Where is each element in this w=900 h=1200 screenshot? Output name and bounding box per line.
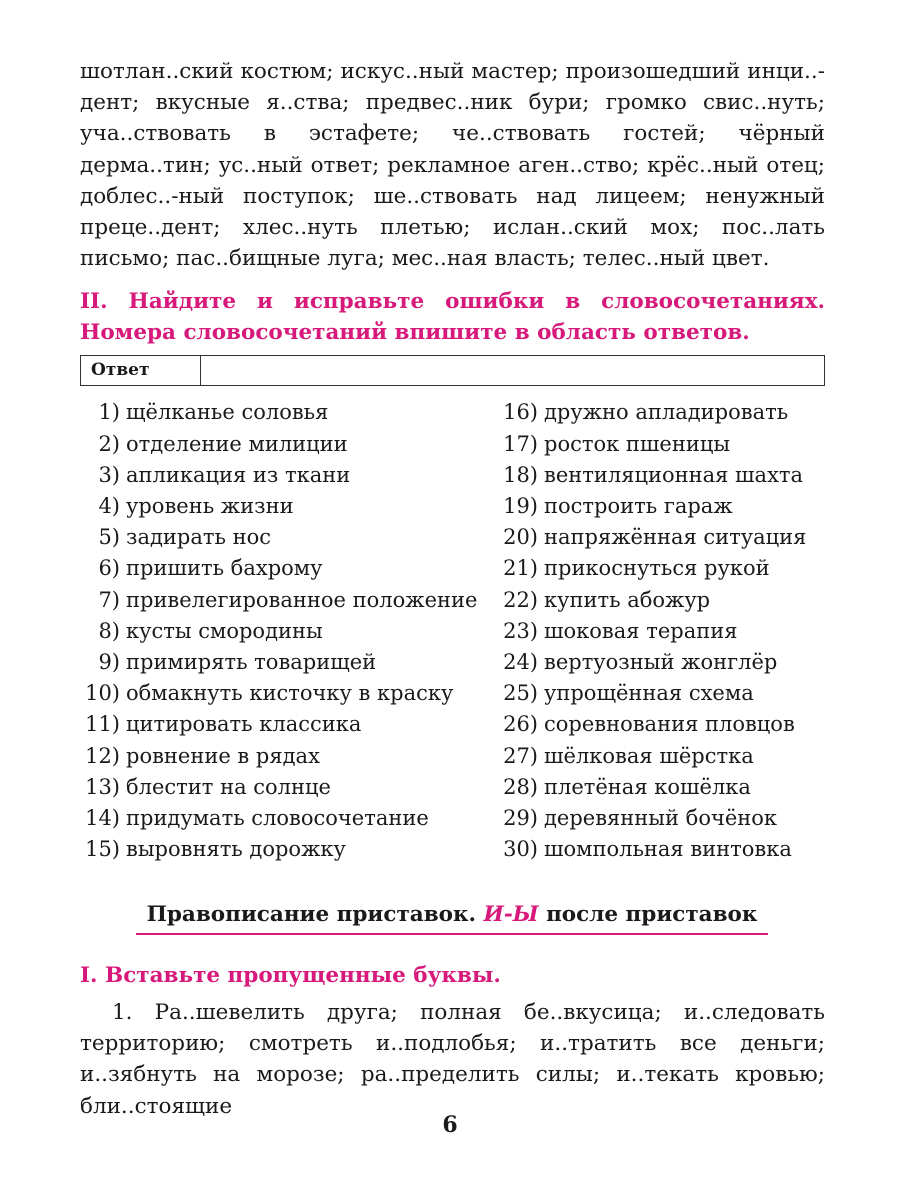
list-item [80,678,494,709]
list-item [494,491,825,522]
answer-field[interactable] [201,356,824,385]
task1-title: I. Вставьте пропущенные буквы. [80,963,501,988]
item-number: 8) [98,618,120,643]
list-item [80,429,494,460]
task1-paragraph-text: 1. Ра..шевелить друга; полная бе..вкусица; и..следовать территорию; смотреть и..подлобья; и..тратить все деньги; и..зябнуть на морозе; ра..пределить силы; и..текать кровью; бли..стоящие [80,1000,825,1119]
item-number: 14) [85,806,120,831]
list-item [494,772,825,803]
list-item [494,709,825,740]
list-item [494,647,825,678]
phrase-list [80,397,825,865]
item-number: 1) [98,400,120,425]
list-item [80,834,494,865]
item-number: 24) [503,650,538,675]
item-text: построить гараж [544,494,733,519]
item-text: задирать нос [126,525,271,550]
list-item [494,616,825,647]
item-number: 15) [85,837,120,862]
page-number: 6 [442,1112,458,1138]
phrase-column-right [494,397,825,865]
item-text: купить абожур [544,587,711,612]
item-number: 20) [503,525,538,550]
item-text: прикоснуться рукой [544,556,770,581]
item-text: пришить бахрому [126,556,323,581]
item-text: соревнования пловцов [544,712,795,737]
item-text: примирять товарищей [126,650,377,675]
heading-underline [136,933,768,935]
item-number: 19) [503,494,538,519]
list-item [494,585,825,616]
list-item [80,397,494,428]
item-number: 23) [503,618,538,643]
answer-label: Ответ [81,356,201,385]
list-item [80,616,494,647]
item-text: придумать словосочетание [126,806,429,831]
section-heading-text-end: после приставок [538,902,758,927]
item-text: вентиляционная шахта [544,462,804,487]
item-number: 22) [503,587,538,612]
item-number: 6) [98,556,120,581]
item-text: выровнять дорожку [126,837,346,862]
item-number: 30) [503,837,538,862]
list-item [80,553,494,584]
item-text: упрощённая схема [544,681,754,706]
list-item [80,772,494,803]
list-item [80,460,494,491]
task1-block [80,960,825,1122]
item-text: напряжённая ситуация [544,525,807,550]
item-number: 12) [85,743,120,768]
list-item [80,491,494,522]
item-text: шомпольная винтовка [544,837,792,862]
item-number: 10) [85,681,120,706]
list-item [494,553,825,584]
item-number: 26) [503,712,538,737]
item-text: блестит на солнце [126,774,331,799]
item-text: шёлковая шёрстка [544,743,754,768]
item-text: отделение милиции [126,431,348,456]
item-number: 25) [503,681,538,706]
list-item [494,460,825,491]
item-number: 3) [98,462,120,487]
item-number: 21) [503,556,538,581]
item-text: дружно апладировать [544,400,789,425]
section-heading-text: Правописание приставок. [146,902,484,927]
list-item [80,741,494,772]
task2-title: II. Найдите и исправьте ошибки в словосочетаниях. Номера словосочетаний впишите в область ответов. [80,289,825,346]
item-number: 17) [503,431,538,456]
list-item [494,397,825,428]
item-text: ровнение в рядах [126,743,320,768]
item-number: 5) [98,525,120,550]
item-number: 13) [85,774,120,799]
item-number: 18) [503,462,538,487]
section-heading-accent: И-Ы [483,902,539,927]
list-item [80,585,494,616]
item-number: 16) [503,400,538,425]
section-heading [136,900,768,930]
item-text: росток пшеницы [544,431,731,456]
item-number: 9) [98,650,120,675]
page-content [80,56,825,865]
item-text: вертуозный жонглёр [544,650,778,675]
list-item [80,709,494,740]
list-item [494,834,825,865]
list-item [494,522,825,553]
item-text: щёлканье соловья [126,400,329,425]
list-item [494,678,825,709]
item-text: кусты смородины [126,618,323,643]
top-paragraph: шотлан..ский костюм; искус..ный мастер; произошедший инци..-дент; вкусные я..ства; предвес..ник бури; громко свис..нуть; уча..ствовать в эстафете; че..ствовать гостей; чёрный дерма..тин; ус..ный ответ; рекламное аген..ство; крёс..ный отец; доблес..-ный поступок; ше..ствовать над лицеем; ненужный преце..дент; хлес..нуть плетью; ислан..ский мох; пос..лать письмо; пас..бищные луга; мес..ная власть; телес..ный цвет. [80,59,825,272]
item-number: 29) [503,806,538,831]
list-item [494,429,825,460]
phrase-column-left [80,397,494,865]
item-text: плетёная кошёлка [544,774,751,799]
list-item [494,803,825,834]
list-item [80,522,494,553]
item-number: 11) [85,712,120,737]
item-number: 2) [98,431,120,456]
item-text: апликация из ткани [126,462,351,487]
list-item [80,803,494,834]
item-text: цитировать классика [126,712,362,737]
item-text: деревянный бочёнок [544,806,778,831]
item-text: шоковая терапия [544,618,738,643]
item-number: 7) [98,587,120,612]
item-number: 4) [98,494,120,519]
list-item [494,741,825,772]
item-text: обмакнуть кисточку в краску [126,681,454,706]
answer-box [80,355,825,386]
item-number: 28) [503,774,538,799]
item-text: привелегированное положение [126,587,478,612]
item-text: уровень жизни [126,494,294,519]
task1-paragraph [80,997,825,1122]
list-item [80,647,494,678]
item-number: 27) [503,743,538,768]
